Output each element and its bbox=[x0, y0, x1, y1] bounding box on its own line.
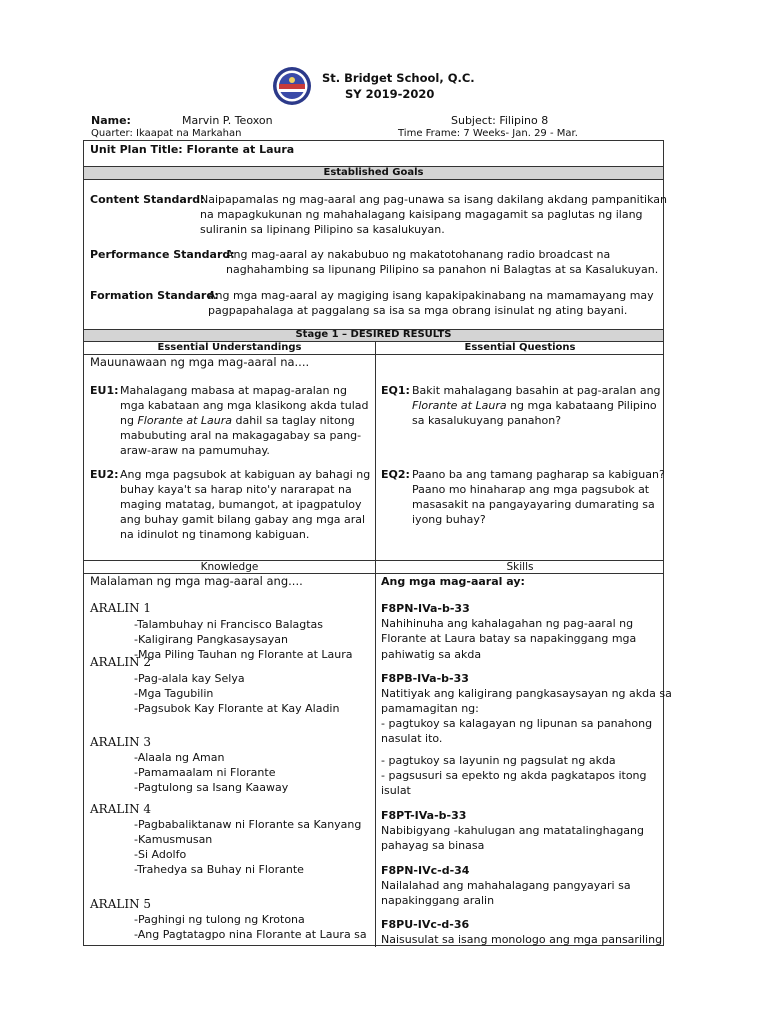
knowledge-item: -Mga Tagubilin bbox=[134, 687, 214, 700]
eu2-line: maging matatag, bumangot, at ipagpatuloy bbox=[120, 498, 362, 511]
stage1-heading: Stage 1 – DESIRED RESULTS bbox=[295, 329, 452, 340]
skills-heading: Skills bbox=[506, 561, 534, 573]
skill-line: - pagtukoy sa kalagayan ng lipunan sa panahong bbox=[381, 717, 653, 730]
skill-line: pahayag sa binasa bbox=[381, 839, 485, 852]
skill-code: F8PU-IVc-d-36 bbox=[381, 918, 470, 931]
skills-intro: Ang mga mag-aaral ay: bbox=[381, 575, 525, 588]
aralin-1-heading: ARALIN 1 bbox=[90, 601, 152, 615]
knowledge-item: -Ang Pagtatagpo nina Florante at Laura sa bbox=[134, 928, 367, 941]
aralin-3-heading: ARALIN 3 bbox=[90, 735, 152, 749]
knowledge-item: -Si Adolfo bbox=[134, 848, 187, 861]
skill-line: Nahihinuha ang kahalagahan ng pag-aaral ng bbox=[381, 617, 634, 630]
content-standard-line: suliranin sa lipinang Pilipino sa kasalukuyan. bbox=[200, 223, 445, 236]
performance-standard-line: naghahambing sa lipunang Pilipino sa panahon ni Balagtas at sa Kasalukuyan. bbox=[226, 263, 659, 276]
school-year: SY 2019-2020 bbox=[345, 87, 435, 101]
skill-code: F8PT-IVa-b-33 bbox=[381, 809, 467, 822]
eu-intro: Mauunawaan ng mga mag-aaral na.... bbox=[90, 355, 310, 369]
knowledge-item: -Mga Piling Tauhan ng Florante at Laura bbox=[134, 648, 353, 661]
aralin-2-heading: ARALIN 2 bbox=[90, 655, 152, 669]
skill-line: napakinggang aralin bbox=[381, 894, 495, 907]
skill-line: Naisusulat sa isang monologo ang mga pansariling bbox=[381, 933, 663, 946]
eu1-line: mabubuting aral na makagagabay sa pang- bbox=[120, 429, 362, 442]
eu1-line bbox=[120, 413, 355, 428]
eq2-line: iyong buhay? bbox=[412, 513, 486, 526]
eq-heading: Essential Questions bbox=[464, 342, 576, 353]
content-standard-label: Content Standard: bbox=[90, 193, 205, 206]
skill-line: - pagsusuri sa epekto ng akda pagkatapos itong bbox=[381, 769, 647, 782]
eq1-line: sa kasalukuyang panahon? bbox=[412, 414, 562, 427]
formation-standard-line: Ang mga mag-aaral ay magiging isang kapakipakinabang na mamamayang may bbox=[208, 289, 654, 302]
eu1-label: EU1: bbox=[90, 384, 119, 397]
knowledge-heading: Knowledge bbox=[200, 561, 259, 573]
eu1-title-italic: Florante at Laura bbox=[137, 414, 233, 427]
aralin-4-heading: ARALIN 4 bbox=[90, 802, 152, 816]
skill-line: pamamagitan ng: bbox=[381, 702, 479, 715]
name-label: Name: bbox=[91, 114, 131, 127]
eq1-line bbox=[412, 398, 657, 413]
knowledge-item: -Kaligirang Pangkasaysayan bbox=[134, 633, 289, 646]
eu2-line: Ang mga pagsubok at kabiguan ay bahagi ng bbox=[120, 468, 371, 481]
skill-line: pahiwatig sa akda bbox=[381, 648, 482, 661]
skill-code: F8PB-IVa-b-33 bbox=[381, 672, 469, 685]
knowledge-item: -Pagtulong sa Isang Kaaway bbox=[134, 781, 289, 794]
skill-line: Natitiyak ang kaligirang pangkasaysayan ng akda sa bbox=[381, 687, 672, 700]
eq1-text: ng mga kabataang Pilipino bbox=[506, 399, 657, 412]
formation-standard-line: pagpapahalaga at paggalang sa isa sa mga obrang isinulat ng ating bayani. bbox=[208, 304, 628, 317]
eu1-text: ng bbox=[120, 414, 138, 427]
skill-line: nasulat ito. bbox=[381, 732, 443, 745]
performance-standard-label: Performance Standard: bbox=[90, 248, 235, 261]
eu1-line: mga kabataan ang mga klasikong akda tulad bbox=[120, 399, 369, 412]
content-standard-line: na mapagkukunan ng mahahalagang kaisipang magagamit sa paglutas ng ilang bbox=[200, 208, 643, 221]
skill-line: Florante at Laura batay sa napakinggang mga bbox=[381, 632, 637, 645]
eu1-line: araw-araw na pamumuhay. bbox=[120, 444, 270, 457]
skill-line: Nailalahad ang mahahalagang pangyayari sa bbox=[381, 879, 631, 892]
eu2-line: ang buhay gamit bilang gabay ang mga aral bbox=[120, 513, 366, 526]
skill-code: F8PN-IVc-d-34 bbox=[381, 864, 470, 877]
knowledge-item: -Alaala ng Aman bbox=[134, 751, 225, 764]
eq1-line: Bakit mahalagang basahin at pag-aralan ang bbox=[412, 384, 661, 397]
skill-code: F8PN-IVa-b-33 bbox=[381, 602, 470, 615]
column-divider bbox=[375, 342, 376, 947]
knowledge-item: -Pagsubok Kay Florante at Kay Aladin bbox=[134, 702, 340, 715]
eq1-title-italic: Florante at Laura bbox=[412, 399, 507, 412]
time-frame: Time Frame: 7 Weeks- Jan. 29 - Mar. bbox=[398, 128, 578, 139]
formation-standard-label: Formation Standard: bbox=[90, 289, 219, 302]
subject: Subject: Filipino 8 bbox=[451, 114, 549, 127]
aralin-5-heading: ARALIN 5 bbox=[90, 897, 152, 911]
eu1-line: Mahalagang mabasa at mapag-aralan ng bbox=[120, 384, 347, 397]
skill-line: isulat bbox=[381, 784, 411, 797]
school-name: St. Bridget School, Q.C. bbox=[322, 71, 475, 85]
knowledge-item: -Paghingi ng tulong ng Krotona bbox=[134, 913, 305, 926]
knowledge-item: -Talambuhay ni Francisco Balagtas bbox=[134, 618, 324, 631]
content-standard-line: Naipapamalas ng mag-aaral ang pag-unawa sa isang dakilang akdang pampanitikan bbox=[200, 193, 667, 206]
eu2-line: buhay kaya't sa harap nito'y nararapat na bbox=[120, 483, 352, 496]
unit-plan-title: Unit Plan Title: Florante at Laura bbox=[90, 143, 295, 156]
eu-heading: Essential Understandings bbox=[157, 342, 302, 353]
eu1-text: dahil sa taglay nitong bbox=[232, 414, 355, 427]
eq2-label: EQ2: bbox=[381, 468, 410, 481]
established-goals-heading: Established Goals bbox=[323, 167, 424, 178]
skill-line: Nabibigyang -kahulugan ang matatalinghagang bbox=[381, 824, 644, 837]
knowledge-intro: Malalaman ng mga mag-aaral ang.... bbox=[90, 574, 303, 588]
knowledge-item: -Kamusmusan bbox=[134, 833, 213, 846]
eu2-label: EU2: bbox=[90, 468, 119, 481]
knowledge-item: -Pamamaalam ni Florante bbox=[134, 766, 276, 779]
knowledge-item: -Trahedya sa Buhay ni Florante bbox=[134, 863, 304, 876]
eq2-line: Paano mo hinaharap ang mga pagsubok at bbox=[412, 483, 650, 496]
performance-standard-line: Ang mag-aaral ay nakabubuo ng makatotohanang radio broadcast na bbox=[226, 248, 611, 261]
school-seal-icon bbox=[272, 66, 312, 106]
quarter: Quarter: Ikaapat na Markahan bbox=[91, 128, 242, 139]
eq1-label: EQ1: bbox=[381, 384, 410, 397]
skill-line: - pagtukoy sa layunin ng pagsulat ng akda bbox=[381, 754, 616, 767]
unit-plan-table bbox=[83, 140, 672, 946]
eu2-line: na idinulot ng tinamong kabiguan. bbox=[120, 528, 310, 541]
knowledge-item: -Pag-alala kay Selya bbox=[134, 672, 245, 685]
student-name: Marvin P. Teoxon bbox=[182, 114, 273, 127]
eq2-line: Paano ba ang tamang pagharap sa kabiguan? bbox=[412, 468, 665, 481]
eq2-line: masasakit na pangayayaring dumarating sa bbox=[412, 498, 655, 511]
knowledge-item: -Pagbabaliktanaw ni Florante sa Kanyang bbox=[134, 818, 362, 831]
